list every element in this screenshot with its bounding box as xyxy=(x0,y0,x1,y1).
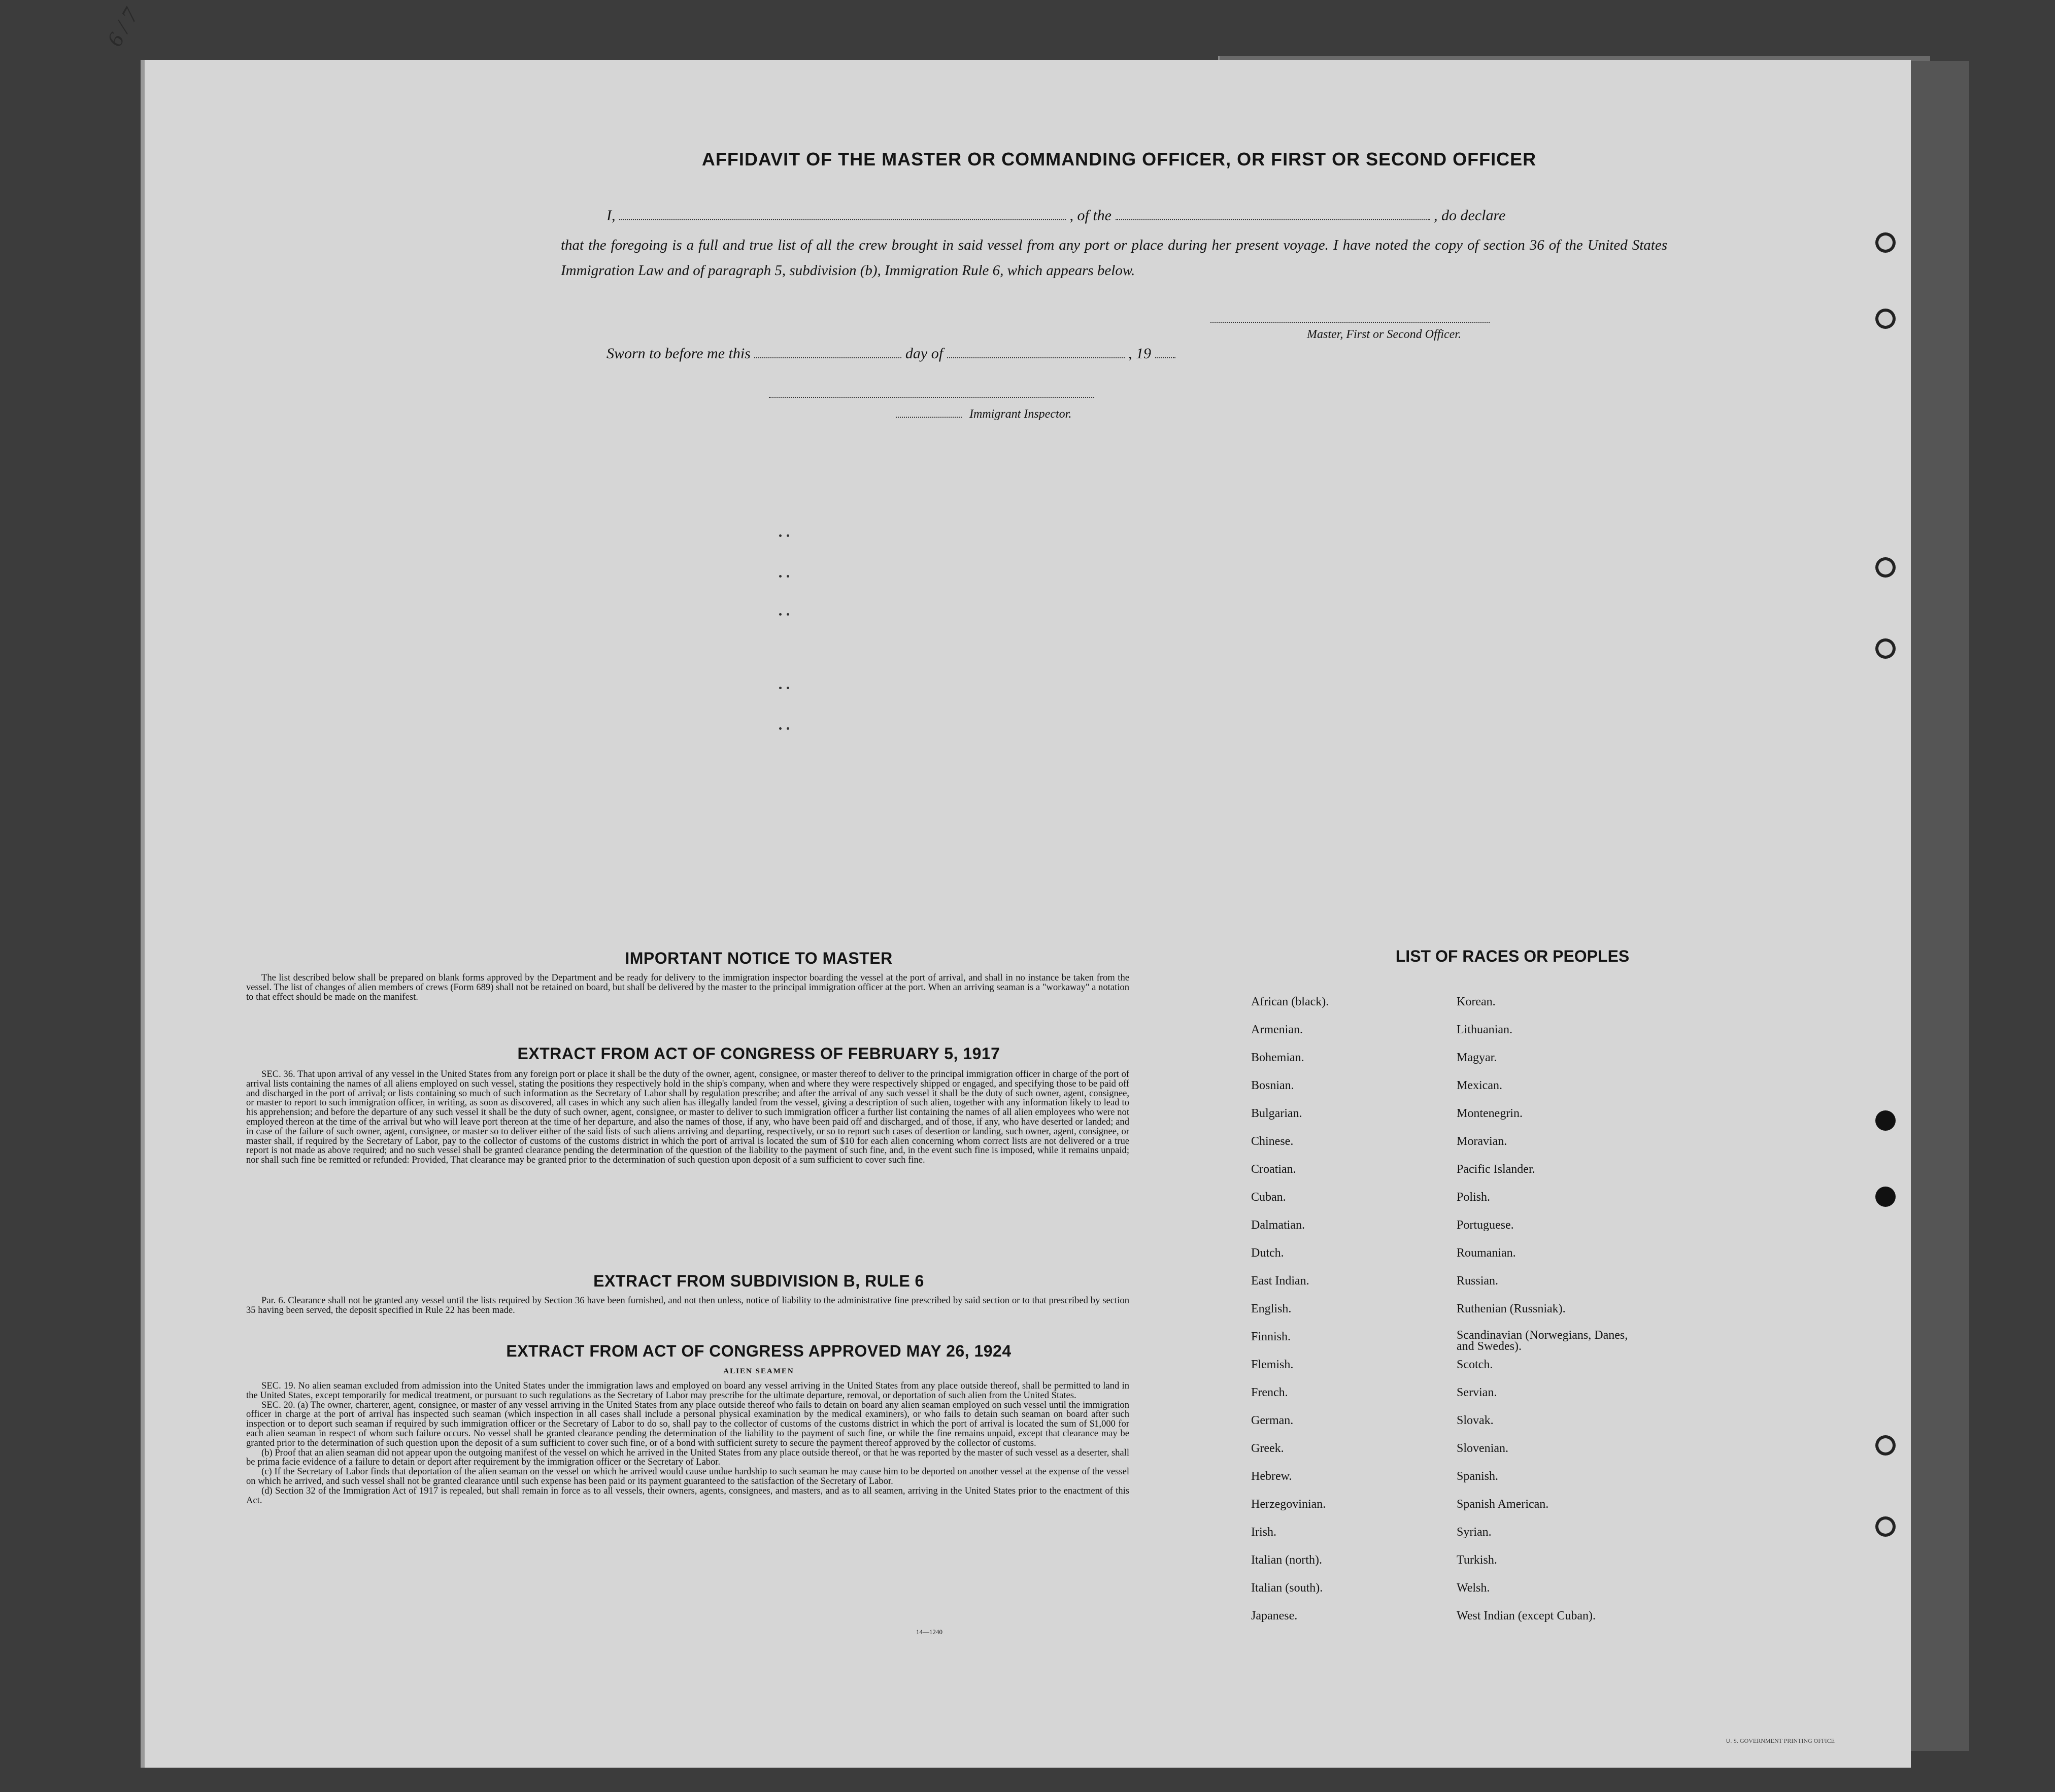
race-item: Syrian. xyxy=(1457,1526,1492,1539)
race-item: Roumanian. xyxy=(1457,1246,1516,1260)
alien-seamen-heading: ALIEN SEAMEN xyxy=(723,1367,794,1375)
race-item: Turkish. xyxy=(1457,1553,1497,1567)
sworn-day-field[interactable] xyxy=(754,357,901,358)
race-item: Bosnian. xyxy=(1251,1079,1294,1092)
declare-i-label: I, xyxy=(607,207,616,224)
races-title: LIST OF RACES OR PEOPLES xyxy=(1395,947,1630,965)
race-item: Lithuanian. xyxy=(1457,1023,1512,1036)
race-item: Flemish. xyxy=(1251,1358,1294,1371)
master-caption: Master, First or Second Officer. xyxy=(1307,328,1461,341)
inspector-signature-line[interactable] xyxy=(769,397,1094,398)
race-item: Moravian. xyxy=(1457,1135,1507,1148)
race-item: Scotch. xyxy=(1457,1358,1493,1371)
sworn-year-field[interactable] xyxy=(1155,357,1175,358)
section-36-paragraph: SEC. 36. That upon arrival of any vessel in the United States from any foreign port or place it shall be the duty of the owner, agent, consignee, or master thereof to deliver to the principal immigration officer in charge of the port of arrival lists containing the names of all aliens employed on such vessel, stating the positions they respectively hold in the ship's company, when and where they were respectively shipped or engaged, and specifying those to be paid off and discharged in the port of arrival; or lists containing so much of such information as the Secretary of Labor shall by regulation prescribe; and after the arrival of any such vessel it shall be the duty of such owner, agent, consignee, or master to report to such immigration officer, in writing, as soon as discovered, all cases in which any such alien has illegally landed from the vessel, giving a description of such alien, together with any information likely to lead to his apprehension; and before the departure of any such vessel it shall be the duty of such owner, agent, consignee, or master to deliver to such immigration officer a further list containing the names of all alien employees who were not employed thereon at the time of the arrival but who will leave port thereon at the time of her departure, and also the names of those, if any, who have been paid off and discharged, and of those, if any, who have deserted or landed; and in case of the failure of such owner, agent, consignee, or master so to deliver either of the said lists of such aliens arriving and departing, respectively, or so to report such cases of desertion or landing, such owner, agent, consignee, or master shall, if required by the Secretary of Labor, pay to the collector of customs of the customs district in which the port of arrival is located the sum of $10 for each alien concerning whom correct lists are not delivered or a true report is not made as above required; and no such vessel shall be granted clearance pending the determination of the question of the liability to the payment of such fine, and, in the event such fine is imposed, while it remains unpaid; nor shall such fine be remitted or refunded: Provided, That clearance may be granted prior to the determination of such question upon deposit of a sum sufficient to cover such fine. xyxy=(246,1069,1129,1166)
bleed-mark xyxy=(779,687,782,689)
punch-hole xyxy=(1875,638,1896,659)
race-item: West Indian (except Cuban). xyxy=(1457,1609,1596,1622)
sworn-month-field[interactable] xyxy=(947,357,1125,358)
race-item: Italian (north). xyxy=(1251,1553,1322,1567)
race-item: Greek. xyxy=(1251,1442,1284,1455)
race-item: Bulgarian. xyxy=(1251,1107,1302,1120)
declare-do-declare-label: , do declare xyxy=(1434,207,1506,224)
section-20a-paragraph: SEC. 20. (a) The owner, charterer, agent, consignee, or master of any vessel arriving in the United States from any place outside thereof who fails to detain on board any alien seaman employed on such vessel until the immigration officer in charge at the port of arrival has inspected such seaman (which inspection in all cases shall include a personal physical examination by the medical examiners), or who fails to detain such seaman on board after such inspection or to deport such seaman if required by such immigration officer or the Secretary of Labor to do so, shall pay to the collector of customs of the customs district in which the port of arrival is located the sum of $1,000 for each alien seaman in respect of whom such failure occurs. No vessel shall be granted clearance pending the determination of the liability to the payment of such fine, or while the fine remains unpaid, except that clearance may be granted prior to the determination of such question upon the deposit of a sum sufficient to cover such fine, or of a bond with sufficient surety to secure the payment thereof approved by the collector of customs. xyxy=(246,1399,1129,1448)
race-item: Ruthenian (Russniak). xyxy=(1457,1302,1566,1315)
race-item: Irish. xyxy=(1251,1526,1276,1539)
race-item: Japanese. xyxy=(1251,1609,1298,1622)
race-item: German. xyxy=(1251,1414,1294,1427)
punch-hole xyxy=(1875,1110,1896,1131)
races-right-column xyxy=(1457,995,1629,1637)
race-item: Montenegrin. xyxy=(1457,1107,1523,1120)
bleed-mark xyxy=(787,534,789,537)
notice-paragraph: The list described below shall be prepared on blank forms approved by the Department and be ready for delivery to the immigration inspector boarding the vessel at the port of arrival, and shall in no instance be taken from the vessel. The list of changes of alien members of crews (Form 689) shall not be retained on board, but shall be delivered by the master to the principal immigration officer at the port. When an arriving seaman is a "workaway" a notation to that effect should be made on the manifest. xyxy=(246,972,1129,1002)
race-item: French. xyxy=(1251,1386,1288,1399)
race-item: Slovenian. xyxy=(1457,1442,1508,1455)
bleed-mark xyxy=(787,575,789,578)
race-item: Spanish American. xyxy=(1457,1498,1549,1511)
master-signature-line[interactable] xyxy=(1210,322,1490,323)
extract-rule6-body xyxy=(246,1296,1129,1315)
race-item: Italian (south). xyxy=(1251,1581,1323,1595)
punch-hole xyxy=(1875,1516,1896,1537)
punch-hole xyxy=(1875,232,1896,253)
race-item: Croatian. xyxy=(1251,1163,1296,1176)
race-item: Chinese. xyxy=(1251,1135,1294,1148)
extract-1924-body xyxy=(246,1381,1129,1505)
bleed-mark xyxy=(779,534,782,537)
section-20d-paragraph: (d) Section 32 of the Immigration Act of 1917 is repealed, but shall remain in force as to all vessels, their owners, agents, consignees, and masters, and as to all seamen, arriving in the United States prior to the enactment of this Act. xyxy=(246,1485,1129,1506)
races-left-column xyxy=(1251,995,1329,1637)
race-item: East Indian. xyxy=(1251,1274,1309,1288)
race-item: Magyar. xyxy=(1457,1051,1497,1064)
race-item: Spanish. xyxy=(1457,1470,1499,1483)
race-item: Scandinavian (Norwegians, Danes, and Swedes). xyxy=(1457,1329,1628,1353)
printer-imprint: U. S. GOVERNMENT PRINTING OFFICE xyxy=(1726,1737,1835,1744)
sworn-year-label: , 19 xyxy=(1128,345,1152,362)
inspector-caption: Immigrant Inspector. xyxy=(969,408,1072,421)
race-item: Polish. xyxy=(1457,1191,1491,1204)
declare-of-the-label: , of the xyxy=(1069,207,1111,224)
race-item: Armenian. xyxy=(1251,1023,1303,1036)
bleed-mark xyxy=(779,727,782,730)
race-item: Dutch. xyxy=(1251,1246,1284,1260)
bleed-mark xyxy=(787,687,789,689)
race-item: Servian. xyxy=(1457,1386,1497,1399)
race-item: Russian. xyxy=(1457,1274,1499,1288)
extract-rule6-title: EXTRACT FROM SUBDIVISION B, RULE 6 xyxy=(593,1272,924,1290)
document-page xyxy=(145,60,1911,1768)
race-item: Slovak. xyxy=(1457,1414,1494,1427)
bleed-mark xyxy=(779,575,782,578)
form-number: 14—1240 xyxy=(916,1628,942,1636)
race-item: Pacific Islander. xyxy=(1457,1163,1535,1176)
paragraph-6: Par. 6. Clearance shall not be granted any vessel until the lists required by Section 36 have been furnished, and not then unless, notice of liability to the administrative fine prescribed by said section or to that prescribed by section 35 having been served, the deposit specified in Rule 22 has been made. xyxy=(246,1295,1129,1315)
race-item: English. xyxy=(1251,1302,1292,1315)
race-item: Dalmatian. xyxy=(1251,1219,1305,1232)
punch-hole xyxy=(1875,1435,1896,1456)
bleed-mark xyxy=(779,613,782,616)
race-item: African (black). xyxy=(1251,995,1329,1008)
affidavit-title: AFFIDAVIT OF THE MASTER OR COMMANDING OFFICER, OR FIRST OR SECOND OFFICER xyxy=(701,149,1537,170)
bleed-mark xyxy=(787,613,789,616)
extract-1917-body xyxy=(246,1070,1129,1165)
margin-handwriting: 6 / 7 xyxy=(102,4,144,51)
sworn-prefix: Sworn to before me this xyxy=(607,345,751,362)
race-item: Mexican. xyxy=(1457,1079,1502,1092)
inspector-caption-rule xyxy=(896,417,962,418)
race-item: Finnish. xyxy=(1251,1330,1291,1343)
race-item: Bohemian. xyxy=(1251,1051,1304,1064)
vessel-name-field[interactable] xyxy=(1116,219,1430,220)
race-item: Korean. xyxy=(1457,995,1496,1008)
extract-1917-title: EXTRACT FROM ACT OF CONGRESS OF FEBRUARY 5, 1917 xyxy=(517,1044,1000,1063)
race-item: Portuguese. xyxy=(1457,1219,1514,1232)
race-item: Herzegovinian. xyxy=(1251,1498,1326,1511)
section-20b-paragraph: (b) Proof that an alien seaman did not appear upon the outgoing manifest of the vessel on which he arrived in the United States from any place outside thereof, or that he was reported by the master of such vessel as a deserter, shall be prima facie evidence of a failure to detain or deport after requirement by the immigration officer or the Secretary of Labor. xyxy=(246,1447,1129,1468)
declaration-line xyxy=(607,207,1505,224)
bleed-mark xyxy=(787,727,789,730)
officer-name-field[interactable] xyxy=(619,219,1066,220)
section-20c-paragraph: (c) If the Secretary of Labor finds that deportation of the alien seaman on the vessel on which he arrived would cause undue hardship to such seaman he may cause him to be deported on another vessel at the expense of the vessel on which he arrived, and such vessel shall not be granted clearance until such expense has been paid or its payment guaranteed to the satisfaction of the Secretary of Labor. xyxy=(246,1466,1129,1486)
extract-1924-title: EXTRACT FROM ACT OF CONGRESS APPROVED MAY 26, 1924 xyxy=(506,1342,1012,1360)
sworn-line xyxy=(607,345,1175,362)
notice-title: IMPORTANT NOTICE TO MASTER xyxy=(625,949,893,967)
sworn-day-of-label: day of xyxy=(905,345,944,362)
punch-hole xyxy=(1875,309,1896,329)
section-19-paragraph: SEC. 19. No alien seaman excluded from admission into the United States under the immigration laws and employed on board any vessel arriving in the United States from any place outside thereof, shall be permitted to land in the United States, except temporarily for medical treatment, or pursuant to such regulations as the Secretary of Labor may prescribe for the ultimate departure, removal, or deportation of such alien from the United States. xyxy=(246,1380,1129,1401)
notice-body xyxy=(246,973,1129,1002)
punch-hole xyxy=(1875,557,1896,578)
affidavit-statement: that the foregoing is a full and true list of all the crew brought in said vessel from any port or place during her present voyage. I have noted the copy of section 36 of the United States Immigration Law and of paragraph 5, subdivision (b), Immigration Rule 6, which appears below. xyxy=(561,237,1667,279)
race-item: Welsh. xyxy=(1457,1581,1490,1595)
punch-hole xyxy=(1875,1187,1896,1207)
race-item: Hebrew. xyxy=(1251,1470,1292,1483)
race-item: Cuban. xyxy=(1251,1191,1286,1204)
